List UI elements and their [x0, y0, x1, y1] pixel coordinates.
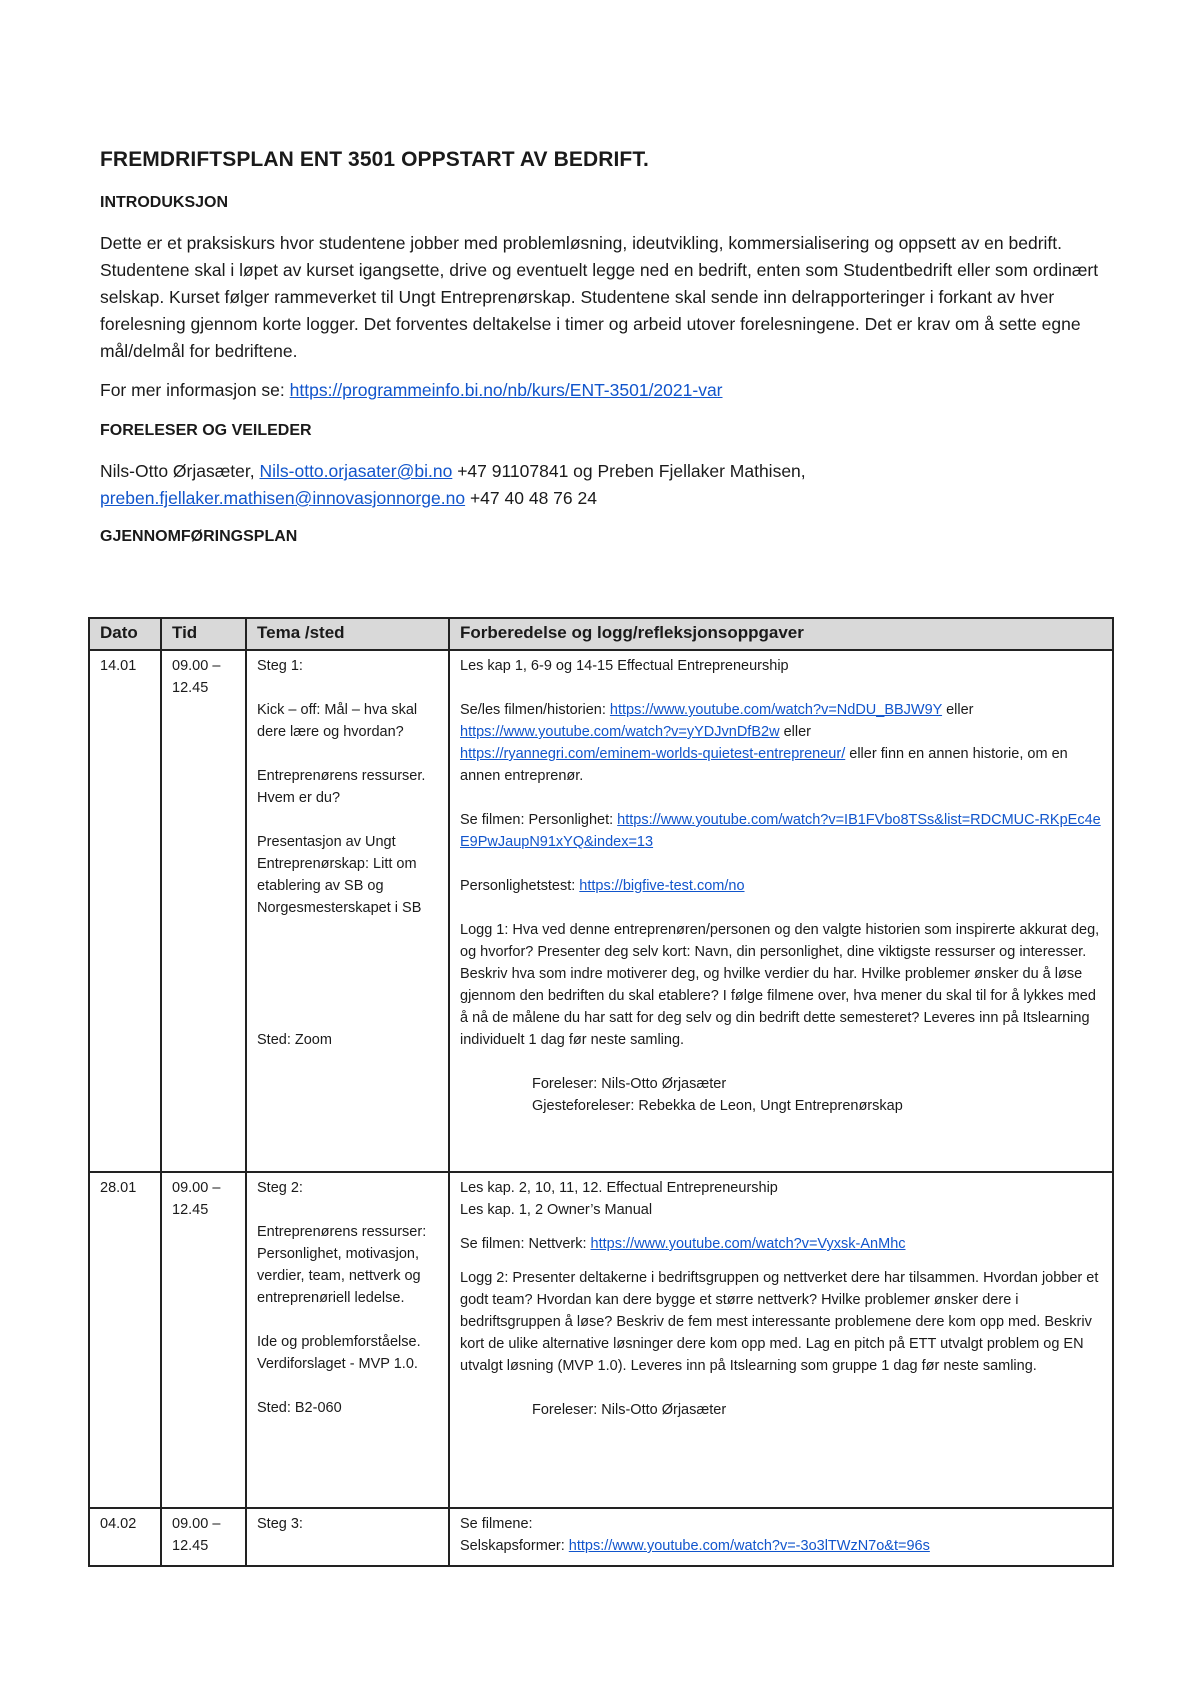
cell-topic	[246, 650, 449, 1172]
lecturer-line: Foreleser: Nils-Otto Ørjasæter	[532, 1076, 727, 1092]
intro-heading: INTRODUKSJON	[100, 194, 229, 211]
reading-assignment: Les kap. 2, 10, 11, 12. Effectual Entrepreneurship	[460, 1180, 778, 1196]
more-info-label: For mer informasjon se:	[100, 380, 290, 400]
reading-assignment: Les kap. 1, 2 Owner’s Manual	[460, 1202, 653, 1218]
lecturer-1-email-link[interactable]: Nils-otto.orjasater@bi.no	[259, 461, 453, 481]
or-text: eller	[779, 724, 811, 740]
table-row	[89, 650, 1113, 1172]
cell-time: 09.00 – 12.45	[161, 1172, 246, 1508]
watch-label: Se filmen: Nettverk:	[460, 1236, 591, 1252]
video-link[interactable]: https://www.youtube.com/watch?v=-3o3lTWzN7o&t=96s	[568, 1538, 930, 1554]
guest-lecturer-line: Gjesteforeleser: Rebekka de Leon, Ungt Entreprenørskap	[532, 1098, 903, 1114]
step-label: Steg 1:	[257, 658, 303, 674]
video-link[interactable]: https://www.youtube.com/watch?v=NdDU_BBJW9Y	[609, 702, 943, 718]
test-link[interactable]: https://bigfive-test.com/no	[579, 878, 745, 894]
personality-label: Se filmen: Personlighet:	[460, 812, 618, 828]
reading-assignment: Les kap 1, 6-9 og 14-15 Effectual Entrepreneurship	[460, 658, 789, 674]
cell-date: 04.02	[89, 1508, 161, 1566]
log-assignment: Logg 2: Presenter deltakerne i bedriftsgruppen og nettverket dere har tilsammen. Hvordan jobber et godt team? Hvordan kan dere bygge et større nettverk? Hvilke problemer ønsker dere i bedriftsgruppen å løse? Beskriv de fem mest interessante problemene dere kom opp med. Beskriv kort de ulike alternative løsninger dere kom opp med. Lag en pitch på ETT utvalgt problem og EN utvalgt løsning (MVP 1.0). Leveres inn på Itslearning som gruppe 1 dag før neste samling.	[460, 1270, 1099, 1374]
topic-place: Sted: B2-060	[257, 1400, 342, 1416]
company-forms-video	[460, 1535, 1102, 1557]
watch-label: Se/les filmen/historien:	[460, 702, 610, 718]
lecturer-line: Foreleser: Nils-Otto Ørjasæter	[532, 1402, 727, 1418]
topic-item: Entreprenørens ressurser. Hvem er du?	[257, 768, 426, 806]
cell-prep	[449, 650, 1113, 1172]
topic-item: Kick – off: Mål – hva skal dere lære og hvordan?	[257, 702, 418, 740]
cell-prep	[449, 1508, 1113, 1566]
cell-time: 09.00 – 12.45	[161, 650, 246, 1172]
personality-test	[460, 875, 1102, 897]
column-header-prep: Forberedelse og logg/refleksjonsoppgaver	[449, 618, 1113, 650]
table-row	[89, 1508, 1113, 1566]
cell-date: 28.01	[89, 1172, 161, 1508]
schedule-table	[88, 617, 1114, 1567]
document-body	[100, 148, 1110, 564]
step-label: Steg 2:	[257, 1180, 303, 1196]
lecturers-paragraph	[100, 458, 1110, 512]
article-link[interactable]: https://ryannegri.com/eminem-worlds-quietest-entrepreneur/	[460, 746, 846, 762]
plan-heading: GJENNOMFØRINGSPLAN	[100, 528, 298, 545]
cell-time: 09.00 – 12.45	[161, 1508, 246, 1566]
personality-video	[460, 809, 1102, 853]
intro-paragraph: Dette er et praksiskurs hvor studentene jobber med problemløsning, ideutvikling, kommersialisering og oppsett av en bedrift. Studentene skal i løpet av kurset igangsette, drive og eventuelt legge ned en bedrift, enten som Studentbedrift eller som ordinært selskap. Kurset følger rammeverket til Ungt Entreprenørskap. Studentene skal sende inn delrapporteringer i forkant av hver forelesning gjennom korte logger. Det forventes deltakelse i timer og arbeid utover forelesningene. Det er krav om å sette egne mål/delmål for bedriftene.	[100, 233, 1099, 361]
watch-tail-text: eller finn en annen historie, om en annen entreprenør.	[460, 746, 1068, 784]
cell-topic	[246, 1508, 449, 1566]
topic-item: Entreprenørens ressurser: Personlighet, motivasjon, verdier, team, nettverk og entreprenøriell ledelse.	[257, 1224, 427, 1306]
video-link[interactable]: https://www.youtube.com/watch?v=yYDJvnDfB2w	[460, 724, 780, 740]
video-link[interactable]: https://www.youtube.com/watch?v=IB1FVbo8TSs&list=RDCMUC-RKpEc4eE9PwJaupN91xYQ&index=13	[460, 812, 1101, 850]
topic-place: Sted: Zoom	[257, 1032, 332, 1048]
more-info-link[interactable]: https://programmeinfo.bi.no/nb/kurs/ENT-3501/2021-var	[289, 380, 723, 400]
log-assignment: Logg 1: Hva ved denne entreprenøren/personen og den valgte historien som inspirerte akkurat deg, og hvorfor? Presenter deg selv kort: Navn, din personlighet, dine viktigste ressurser og interesser. Beskriv hva som indre motiverer deg, og hvilke verdier du har. Hvilke problemer ønsker du å løse gjennom den bedriften du skal etablere? I følge filmene over, hva mener du skal til for å lykkes med å nå de målene du har satt for deg selv og din bedrift dette semesteret? Leveres inn på Itslearning individuelt 1 dag før neste samling.	[460, 922, 1100, 1048]
column-header-time: Tid	[161, 618, 246, 650]
lecturers-heading: FORELESER OG VEILEDER	[100, 422, 312, 439]
lecturer-1-phone-and-lecturer-2: +47 91107841 og Preben Fjellaker Mathisen,	[452, 461, 806, 481]
test-label: Personlighetstest:	[460, 878, 580, 894]
cell-topic	[246, 1172, 449, 1508]
video-link[interactable]: https://www.youtube.com/watch?v=Vyxsk-AnMhc	[590, 1236, 906, 1252]
cell-date: 14.01	[89, 650, 161, 1172]
table-header-row	[89, 618, 1113, 650]
column-header-topic: Tema /sted	[246, 618, 449, 650]
lecturer-2-phone: +47 40 48 76 24	[465, 488, 597, 508]
company-forms-label: Selskapsformer:	[460, 1538, 569, 1554]
page-title: FREMDRIFTSPLAN ENT 3501 OPPSTART AV BEDRIFT.	[100, 148, 649, 171]
lecturer-1-name: Nils-Otto Ørjasæter,	[100, 461, 260, 481]
column-header-date: Dato	[89, 618, 161, 650]
topic-item: Ide og problemforståelse. Verdiforslaget - MVP 1.0.	[257, 1334, 421, 1372]
topic-item: Presentasjon av Ungt Entreprenørskap: Litt om etablering av SB og Norgesmesterskapet i SB	[257, 834, 422, 916]
watch-heading: Se filmene:	[460, 1516, 533, 1532]
or-text: eller	[942, 702, 974, 718]
step-label: Steg 3:	[257, 1516, 303, 1532]
table-row	[89, 1172, 1113, 1508]
more-info-line	[100, 377, 1110, 404]
cell-prep	[449, 1172, 1113, 1508]
watch-assignment	[460, 1233, 1102, 1255]
watch-assignment	[460, 699, 1102, 787]
lecturer-2-email-link[interactable]: preben.fjellaker.mathisen@innovasjonnorge.no	[100, 488, 466, 508]
